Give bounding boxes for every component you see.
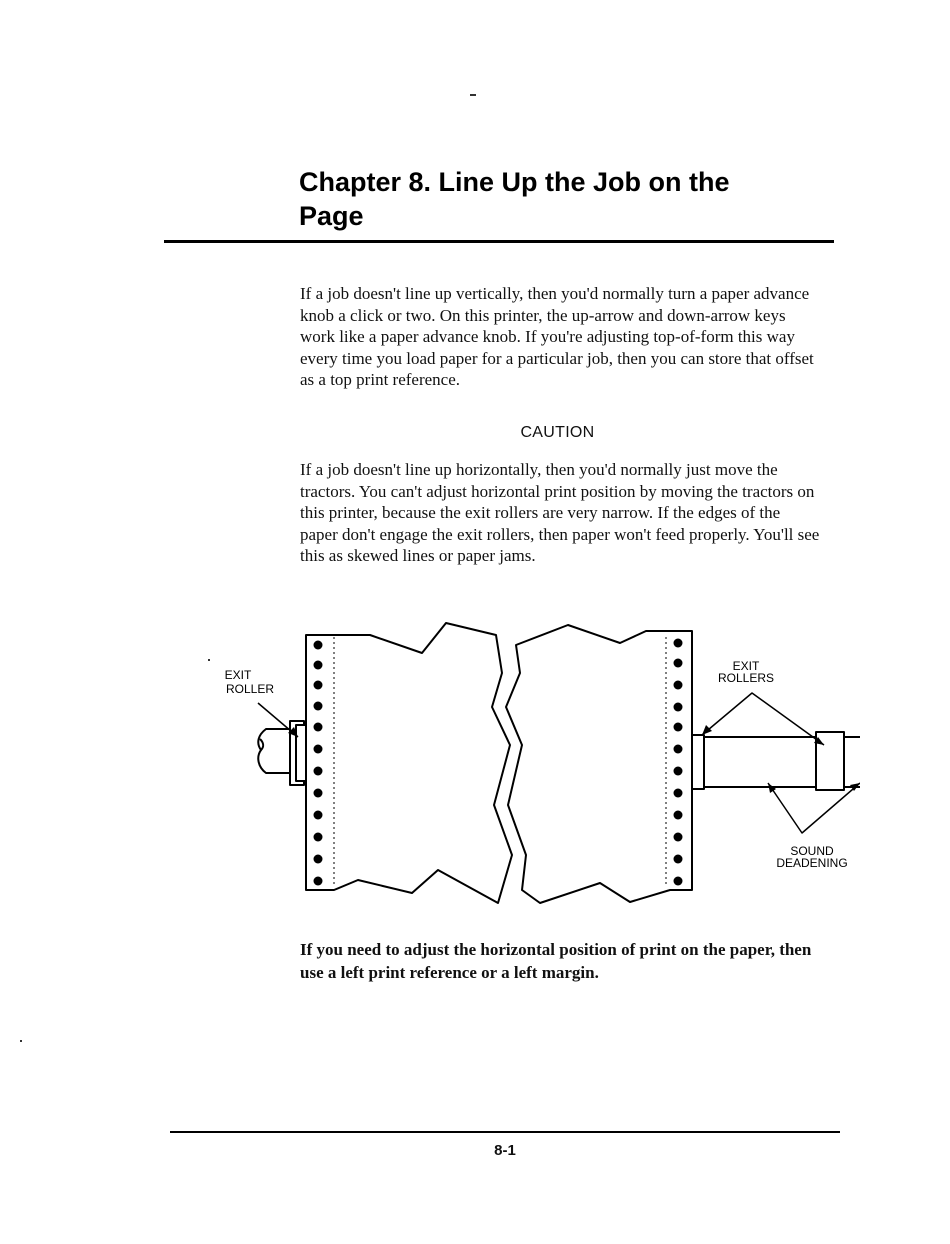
left-paper-sheet (306, 623, 512, 903)
right-roller-shaft (692, 732, 860, 790)
label-exit-rollers-line-1: EXIT (732, 659, 760, 673)
sound-deadening-leader (768, 783, 860, 833)
chapter-title-line-2: Page (299, 201, 364, 231)
left-roller-shaft (258, 721, 306, 785)
paragraph-left-margin-tip: If you need to adjust the horizontal position of print on the paper, then use a left print reference or a left margin. (300, 940, 812, 982)
paragraph-horizontal-alignment: If a job doesn't line up horizontally, then you'd normally just move the tractors. You can't adjust horizontal print position by moving the tractors on this printer, because the exit rollers are very narrow. If the edges of the paper don't engage the exit rollers, then paper won't feed properly. You'll see this as skewed lines or paper jams. (300, 460, 820, 566)
label-exit-roller-line-1: EXIT (224, 668, 252, 682)
title-rule (164, 240, 834, 243)
scan-speck-left-2 (20, 1040, 22, 1042)
paragraph-vertical-alignment: If a job doesn't line up vertically, then you'd normally turn a paper advance knob a click or two. On this printer, the up-arrow and down-arrow keys work like a paper advance knob. If you're adjusting top-of-form this way every time you load paper for a particular job, then you can store that offset as a top print reference. (300, 284, 814, 390)
caution-heading: CAUTION (520, 424, 595, 441)
page-number: 8-1 (494, 1142, 516, 1159)
right-paper-sheet (506, 625, 692, 903)
chapter-title (299, 165, 819, 233)
footer-rule (170, 1131, 840, 1133)
exit-roller-diagram (200, 615, 860, 915)
label-exit-rollers-line-2: ROLLERS (717, 671, 775, 685)
label-sound-deadening-line-2: DEADENING (776, 856, 848, 870)
chapter-title-line-1: Chapter 8. Line Up the Job on the (299, 167, 730, 197)
scan-speck-top (470, 94, 476, 96)
label-exit-roller-line-2: ROLLER (225, 682, 275, 696)
label-sound-deadening-line-1: SOUND (790, 844, 834, 858)
